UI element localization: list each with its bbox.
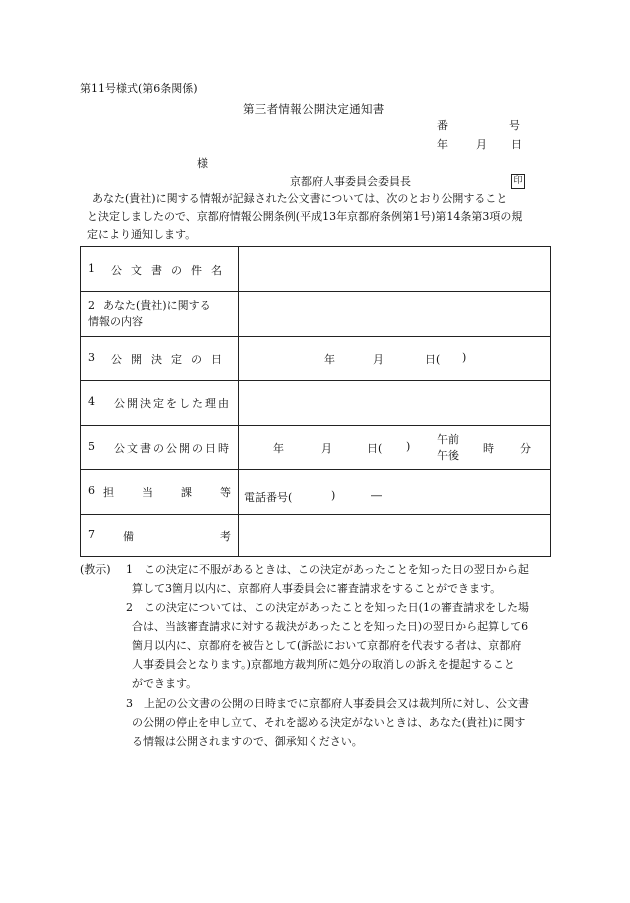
date-day: 日	[511, 138, 522, 151]
table-row	[81, 336, 550, 381]
row-label-text: 公開決定の日	[111, 353, 231, 366]
number-suffix: 号	[509, 119, 520, 132]
year-mark: 年	[273, 442, 284, 455]
form-number: 第11号様式(第6条関係)	[80, 82, 198, 95]
intro-paragraph	[80, 190, 550, 244]
row-number: 4	[88, 395, 95, 408]
instruction-line: ができます。	[132, 677, 198, 690]
intro-line: と決定しましたので、京都府情報公開条例(平成13年京都府条例第1号)第14条第3項の規	[87, 210, 523, 223]
row-label	[81, 247, 239, 291]
info-content-field[interactable]	[239, 291, 550, 336]
instruction-heading: (教示)	[80, 563, 111, 576]
instruction-line: の公開の停止を申し立て、それを認める決定がないときは、あなた(貴社)に関す	[132, 716, 526, 729]
table-row	[81, 514, 550, 556]
row-label	[81, 425, 239, 469]
department-field[interactable]	[239, 469, 550, 514]
instruction-line: 箇月以内に、京都府を被告として(訴訟において京都府を代表する者は、京都府	[132, 639, 522, 652]
sender-name: 京都府人事委員会委員長	[290, 175, 411, 188]
row-label-text: あなた(貴社)に関する	[103, 299, 211, 312]
row-number: 5	[88, 440, 95, 453]
phone-close: )	[331, 489, 336, 502]
disclosure-datetime-field[interactable]	[239, 425, 550, 469]
row-label-text: 備考	[123, 530, 317, 543]
year-mark: 年	[324, 353, 335, 366]
addressee-suffix: 様	[197, 157, 208, 170]
am-label: 午前	[437, 433, 459, 446]
table-row	[81, 291, 550, 337]
phone-label: 電話番号(	[244, 491, 293, 504]
instruction-line: 上記の公文書の公開の日時までに京都府人事委員会又は裁判所に対し、公文書	[144, 697, 529, 710]
month-mark: 月	[373, 353, 384, 366]
date-month: 月	[476, 138, 487, 151]
row-label	[81, 336, 239, 380]
decision-date-field[interactable]	[239, 336, 550, 380]
row-number: 6	[88, 484, 95, 497]
row-number: 3	[88, 351, 95, 364]
pm-label: 午後	[437, 449, 459, 462]
phone-dash: ―	[371, 489, 382, 502]
row-number: 2	[88, 299, 95, 312]
day-mark: 日(	[425, 353, 441, 366]
row-number: 7	[88, 528, 95, 541]
intro-line: あなた(貴社)に関する情報が記録された公文書については、次のとおり公開すること	[92, 192, 508, 205]
row-label-text: 公開決定をした理由	[114, 397, 231, 410]
table-row	[81, 380, 550, 426]
row-label-text: 担当課等	[103, 486, 259, 499]
instruction-line: この決定に不服があるときは、この決定があったことを知った日の翌日から起	[144, 563, 529, 576]
row-number: 1	[88, 262, 95, 275]
row-label-text: 公文書の公開の日時	[114, 442, 231, 455]
instruction-line: 人事委員会となります。)京都地方裁判所に処分の取消しの訴えを提起すること	[132, 658, 515, 671]
table-row	[81, 247, 550, 292]
instruction-line: る情報は公開されますので、御承知ください。	[132, 735, 363, 748]
intro-line: 定により通知します。	[87, 228, 197, 241]
instruction-number: 1	[126, 563, 133, 576]
date-year: 年	[437, 138, 448, 151]
day-mark: 日(	[367, 442, 383, 455]
hour-mark: 時	[483, 442, 494, 455]
row-label-text-2: 情報の内容	[88, 315, 143, 328]
minute-mark: 分	[520, 442, 531, 455]
instruction-line: 算して3箇月以内に、京都府人事委員会に審査請求をすることができます。	[132, 582, 502, 595]
row-label	[81, 469, 259, 514]
instruction-number: 2	[126, 601, 133, 614]
row-label	[81, 291, 239, 336]
month-mark: 月	[321, 442, 332, 455]
row-label-text: 公文書の件名	[111, 264, 231, 277]
row-label	[81, 514, 317, 556]
number-label: 番	[437, 119, 448, 132]
row-label	[81, 380, 239, 425]
instruction-number: 3	[126, 697, 133, 710]
instruction-line: 合は、当該審査請求に対する裁決があったことを知った日)の翌日から起算して6	[132, 620, 529, 633]
reason-field[interactable]	[239, 380, 550, 425]
weekday-close: )	[406, 440, 411, 453]
remarks-field[interactable]	[239, 514, 550, 556]
row-label-wrap	[88, 297, 211, 313]
weekday-close: )	[462, 351, 467, 364]
table-row	[81, 469, 550, 515]
table-row	[81, 425, 550, 470]
instruction-line: この決定については、この決定があったことを知った日(1の審査請求をした場	[144, 601, 529, 614]
document-title: 第三者情報公開決定通知書	[243, 102, 385, 116]
subject-field[interactable]	[239, 247, 550, 291]
notice-table	[80, 246, 551, 557]
seal-mark: 印	[511, 174, 525, 189]
